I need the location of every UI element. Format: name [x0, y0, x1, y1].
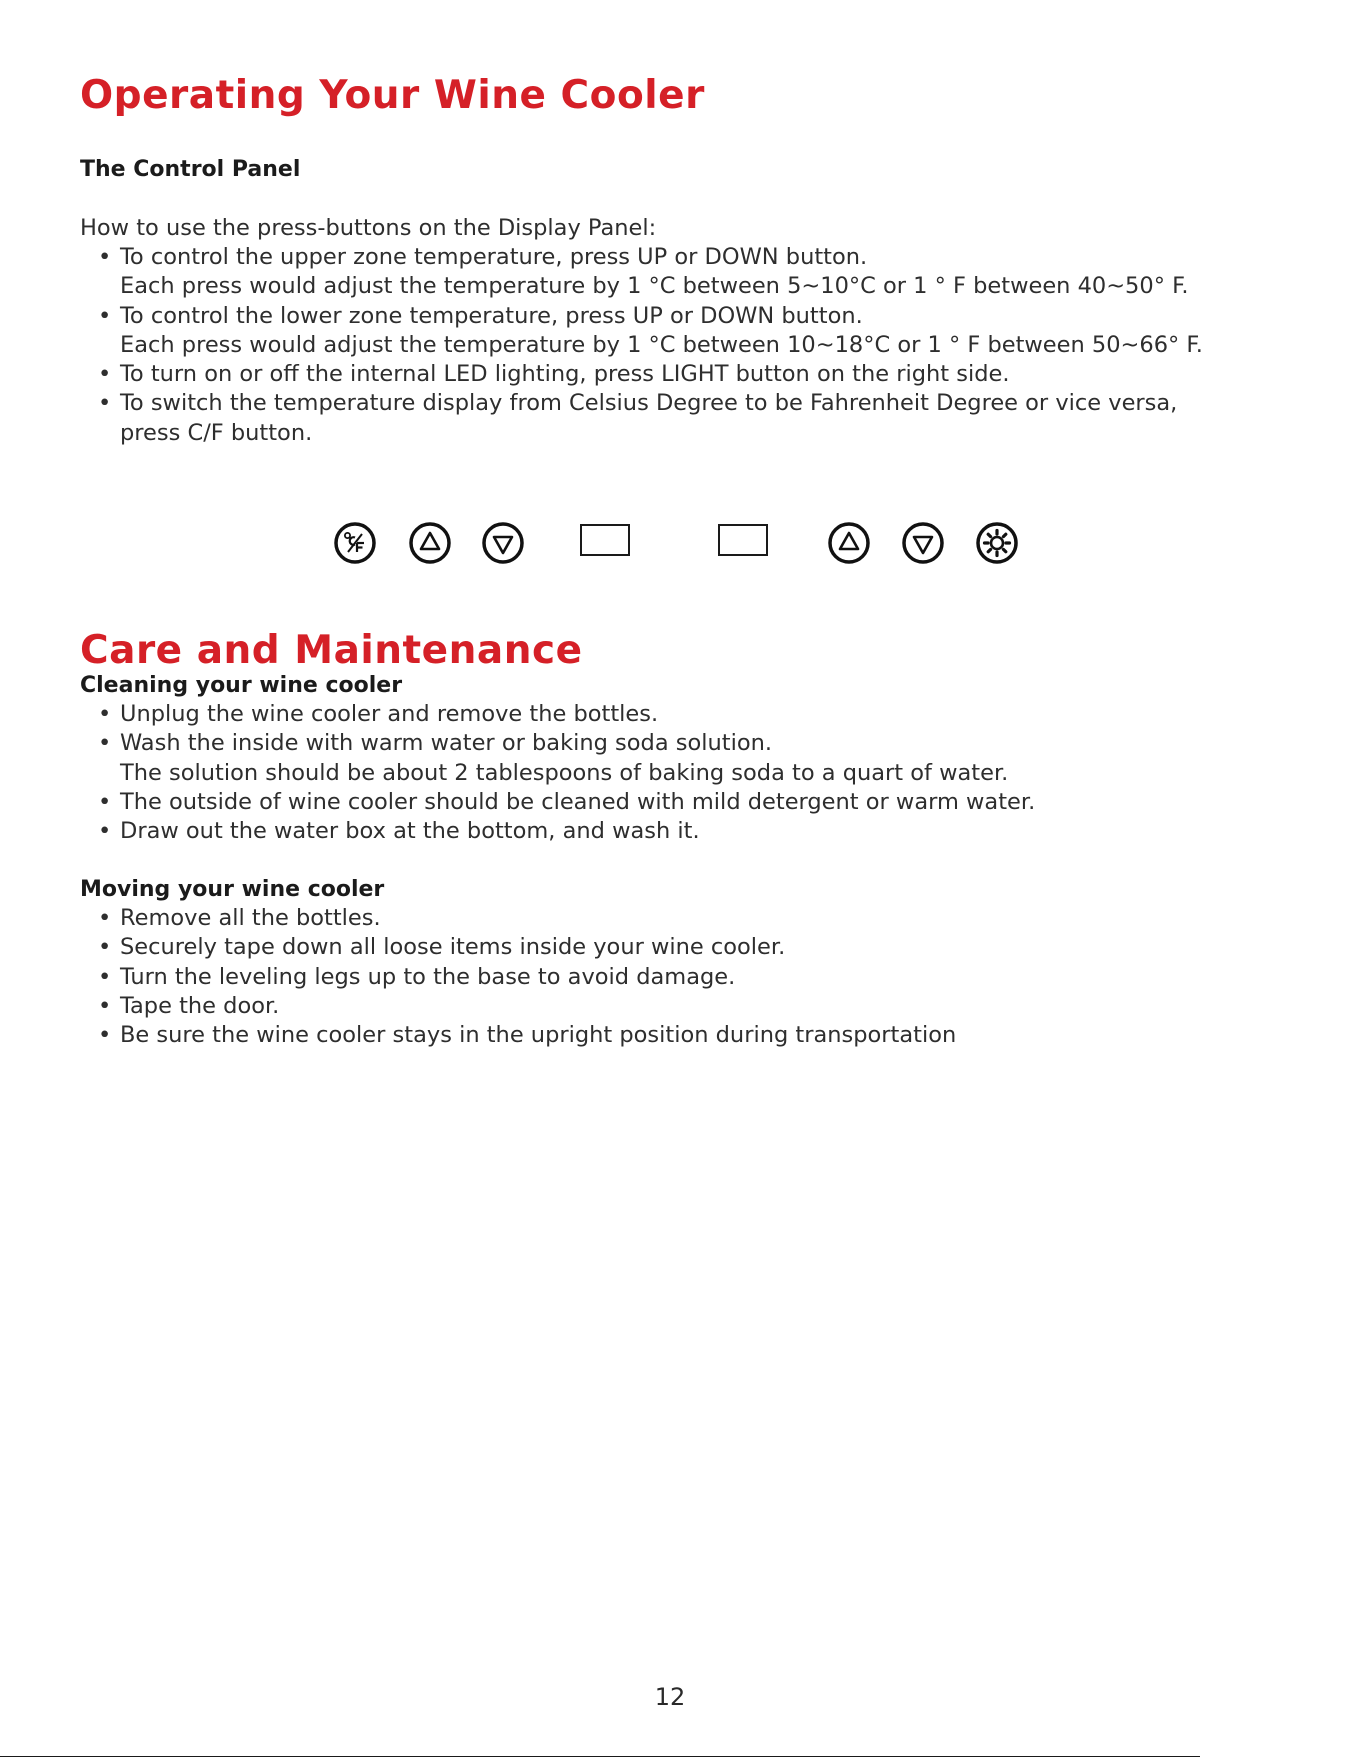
upper-zone-display: [580, 524, 630, 556]
list-item: [80, 817, 1300, 846]
list-item-line: To switch the temperature display from Celsius Degree to be Fahrenheit Degree or vice versa,: [120, 390, 1178, 417]
cleaning-heading: Cleaning your wine cooler: [80, 673, 403, 698]
list-item-line: Turn the leveling legs up to the base to avoid damage.: [120, 963, 736, 990]
page-number: 12: [654, 1683, 686, 1711]
bullet-icon: •: [98, 361, 112, 388]
celsius-fahrenheit-icon: [333, 521, 377, 565]
list-item-line: Wash the inside with warm water or baking soda solution.: [120, 730, 773, 757]
list-item: [80, 933, 1300, 962]
list-item-line: To turn on or off the internal LED lighting, press LIGHT button on the right side.: [120, 361, 1010, 388]
list-item-line: press C/F button.: [120, 419, 313, 446]
list-item: [80, 992, 1300, 1021]
care-maintenance-title: Care and Maintenance: [80, 628, 583, 673]
list-item-line: The solution should be about 2 tablespoons of baking soda to a quart of water.: [120, 759, 1009, 786]
list-item: [80, 700, 1300, 729]
bullet-icon: •: [98, 244, 112, 270]
list-item: [80, 389, 1300, 448]
list-item: [80, 788, 1300, 817]
list-item: [80, 1021, 1300, 1050]
lower-zone-up-icon: [827, 521, 871, 565]
bullet-icon: •: [98, 302, 112, 329]
bullet-icon: •: [98, 905, 112, 931]
list-item: [80, 904, 1300, 933]
upper-zone-down-icon: [481, 521, 525, 565]
bullet-icon: •: [98, 992, 112, 1019]
list-item: [80, 302, 1300, 361]
bullet-icon: •: [98, 788, 112, 815]
bullet-icon: •: [98, 818, 112, 845]
bullet-icon: •: [98, 934, 112, 961]
list-item-line: Each press would adjust the temperature by 1 °C between 5~10°C or 1 ° F between 40~50° F.: [120, 273, 1189, 300]
upper-zone-up-icon: [408, 521, 452, 565]
moving-list: [80, 904, 1300, 1050]
bullet-icon: •: [98, 1022, 112, 1049]
list-item: [80, 243, 1300, 302]
control-panel-intro: How to use the press-buttons on the Display Panel:: [80, 215, 657, 241]
control-panel-instructions: [80, 243, 1300, 448]
bullet-icon: •: [98, 390, 112, 417]
list-item-line: To control the upper zone temperature, press UP or DOWN button.: [120, 244, 868, 270]
bullet-icon: •: [98, 963, 112, 990]
list-item-line: Remove all the bottles.: [120, 905, 381, 931]
list-item-line: Securely tape down all loose items inside your wine cooler.: [120, 934, 786, 961]
list-item: [80, 360, 1300, 389]
lower-zone-down-icon: [901, 521, 945, 565]
list-item-line: Each press would adjust the temperature by 1 °C between 10~18°C or 1 ° F between 50~66° F.: [120, 331, 1203, 358]
footer-rule: [0, 1756, 1200, 1757]
control-panel-heading: The Control Panel: [80, 157, 301, 182]
list-item-line: To control the lower zone temperature, press UP or DOWN button.: [120, 302, 863, 329]
list-item-line: Draw out the water box at the bottom, and wash it.: [120, 818, 700, 845]
list-item-line: Be sure the wine cooler stays in the upright position during transportation: [120, 1022, 957, 1049]
cleaning-list: [80, 700, 1300, 846]
list-item-line: The outside of wine cooler should be cleaned with mild detergent or warm water.: [120, 788, 1036, 815]
bullet-icon: •: [98, 730, 112, 757]
list-item-line: Tape the door.: [120, 992, 280, 1019]
list-item: [80, 729, 1300, 788]
lower-zone-display: [718, 524, 768, 556]
control-panel-diagram: [0, 517, 1361, 569]
page-title: Operating Your Wine Cooler: [80, 73, 705, 118]
list-item-line: Unplug the wine cooler and remove the bottles.: [120, 701, 659, 727]
list-item: [80, 963, 1300, 992]
light-icon: [975, 521, 1019, 565]
bullet-icon: •: [98, 701, 112, 727]
moving-heading: Moving your wine cooler: [80, 877, 385, 902]
